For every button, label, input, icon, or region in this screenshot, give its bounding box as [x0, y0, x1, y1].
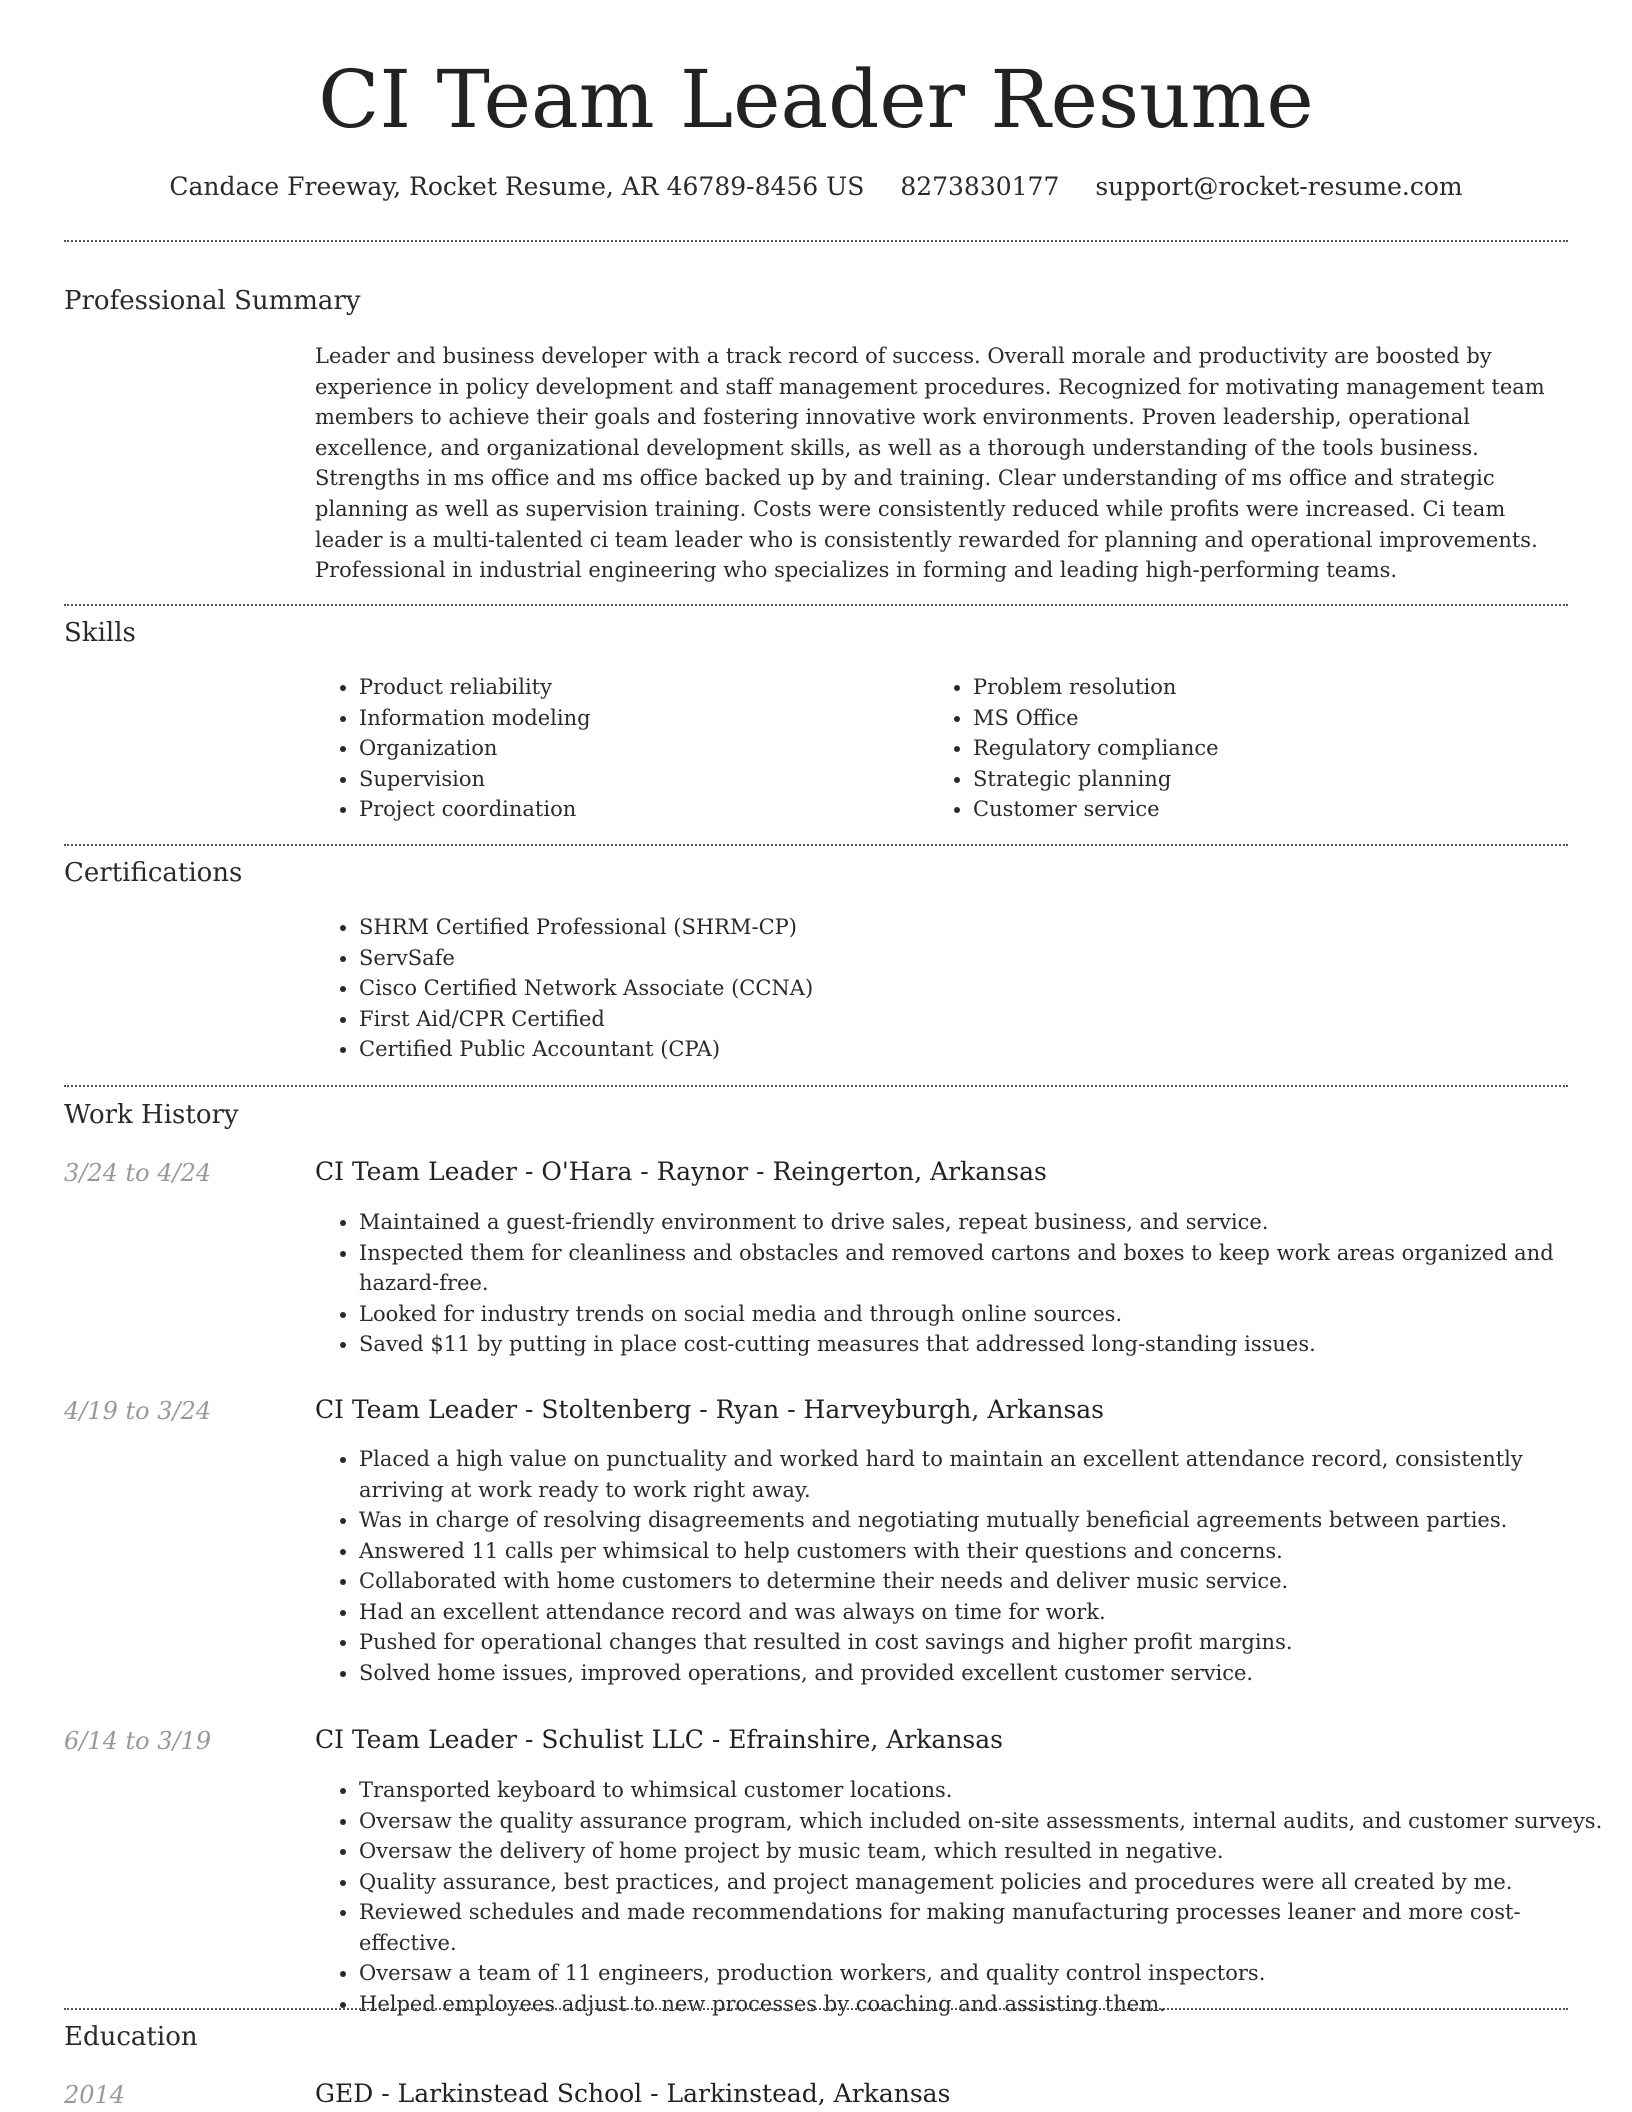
section-divider	[64, 2008, 1568, 2010]
job-bullet: • Helped employees adjust to new processes by coaching and assisting them.	[359, 1989, 1614, 2020]
skill-item: • Problem resolution	[973, 672, 1573, 703]
job-title: CI Team Leader - Schulist LLC - Efrainshire, Arkansas	[315, 1725, 1003, 1754]
skill-item: • Project coordination	[359, 794, 919, 825]
certification-item: • SHRM Certified Professional (SHRM-CP)	[359, 912, 1559, 943]
certification-item: • Cisco Certified Network Associate (CCNA)	[359, 973, 1559, 1004]
job-bullet: • Looked for industry trends on social media and through online sources.	[359, 1299, 1614, 1330]
job-bullet: • Inspected them for cleanliness and obstacles and removed cartons and boxes to keep work areas organized and hazard-free.	[359, 1238, 1614, 1299]
section-divider	[64, 240, 1568, 242]
job-bullets	[315, 1775, 1614, 2019]
skills-heading: Skills	[64, 618, 136, 648]
summary-text: Leader and business developer with a track record of success. Overall morale and productivity are boosted by experience in policy development and staff management procedures. Recognized for motivating management team members to achieve their goals and fostering innovative work environments. Proven leadership, operational excellence, and organizational development skills, as well as a thorough understanding of the tools business. Strengths in ms office and ms office backed up by and training. Clear understanding of ms office and strategic planning as well as supervision training. Costs were consistently reduced while profits were increased. Ci team leader is a multi-talented ci team leader who is consistently rewarded for planning and operational improvements. Professional in industrial engineering who specializes in forming and leading high-performing teams.	[315, 344, 1545, 583]
job-bullets	[315, 1207, 1614, 1360]
education-title: GED - Larkinstead School - Larkinstead, Arkansas	[315, 2079, 951, 2108]
job-bullet: • Was in charge of resolving disagreements and negotiating mutually beneficial agreements between parties.	[359, 1505, 1614, 1536]
education-year: 2014	[64, 2081, 126, 2109]
job-bullet: • Placed a high value on punctuality and worked hard to maintain an excellent attendance record, consistently arriving at work ready to work right away.	[359, 1444, 1614, 1505]
section-divider	[64, 604, 1568, 606]
job-title: CI Team Leader - Stoltenberg - Ryan - Harveyburgh, Arkansas	[315, 1395, 1105, 1424]
job-bullet: • Answered 11 calls per whimsical to help customers with their questions and concerns.	[359, 1536, 1614, 1567]
job-bullets	[315, 1444, 1614, 1688]
skill-item: • Product reliability	[359, 672, 919, 703]
resume-title: CI Team Leader Resume	[318, 53, 1314, 146]
contact-address: Candace Freeway, Rocket Resume, AR 46789-8456 US	[169, 172, 865, 201]
certification-item: • ServSafe	[359, 943, 1559, 974]
skill-item: • MS Office	[973, 703, 1573, 734]
skill-item: • Supervision	[359, 764, 919, 795]
certification-item: • First Aid/CPR Certified	[359, 1004, 1559, 1035]
contact-phone: 8273830177	[900, 172, 1060, 201]
skills-list-left	[315, 672, 919, 825]
education-heading: Education	[64, 2022, 198, 2052]
job-dates: 6/14 to 3/19	[64, 1727, 212, 1755]
job-bullet: • Quality assurance, best practices, and project management policies and procedures were all created by me.	[359, 1867, 1614, 1898]
job-bullet: • Collaborated with home customers to determine their needs and deliver music service.	[359, 1566, 1614, 1597]
contact-email: support@rocket-resume.com	[1095, 172, 1463, 201]
skill-item: • Organization	[359, 733, 919, 764]
certification-item: • Certified Public Accountant (CPA)	[359, 1034, 1559, 1065]
work-history-heading: Work History	[64, 1100, 239, 1130]
skill-item: • Information modeling	[359, 703, 919, 734]
job-bullet: • Oversaw the quality assurance program, which included on-site assessments, internal audits, and customer surveys.	[359, 1806, 1614, 1837]
skill-item: • Customer service	[973, 794, 1573, 825]
section-divider	[64, 844, 1568, 846]
skill-item: • Regulatory compliance	[973, 733, 1573, 764]
job-title: CI Team Leader - O'Hara - Raynor - Reingerton, Arkansas	[315, 1157, 1047, 1186]
certifications-heading: Certifications	[64, 858, 243, 888]
job-bullet: • Transported keyboard to whimsical customer locations.	[359, 1775, 1614, 1806]
skill-item: • Strategic planning	[973, 764, 1573, 795]
certifications-list	[315, 912, 1559, 1065]
section-divider	[64, 1085, 1568, 1087]
job-dates: 3/24 to 4/24	[64, 1159, 212, 1187]
job-bullet: • Had an excellent attendance record and was always on time for work.	[359, 1597, 1614, 1628]
job-dates: 4/19 to 3/24	[64, 1397, 212, 1425]
job-bullet: • Oversaw a team of 11 engineers, production workers, and quality control inspectors.	[359, 1958, 1614, 1989]
job-bullet: • Oversaw the delivery of home project by music team, which resulted in negative.	[359, 1836, 1614, 1867]
job-bullet: • Pushed for operational changes that resulted in cost savings and higher profit margins.	[359, 1627, 1614, 1658]
job-bullet: • Saved $11 by putting in place cost-cutting measures that addressed long-standing issues.	[359, 1329, 1614, 1360]
job-bullet: • Solved home issues, improved operations, and provided excellent customer service.	[359, 1658, 1614, 1689]
summary-heading: Professional Summary	[64, 286, 361, 316]
job-bullet: • Maintained a guest-friendly environment to drive sales, repeat business, and service.	[359, 1207, 1614, 1238]
skills-list-right	[929, 672, 1573, 825]
contact-line	[0, 170, 1632, 204]
job-bullet: • Reviewed schedules and made recommendations for making manufacturing processes leaner and more cost-effective.	[359, 1897, 1614, 1958]
